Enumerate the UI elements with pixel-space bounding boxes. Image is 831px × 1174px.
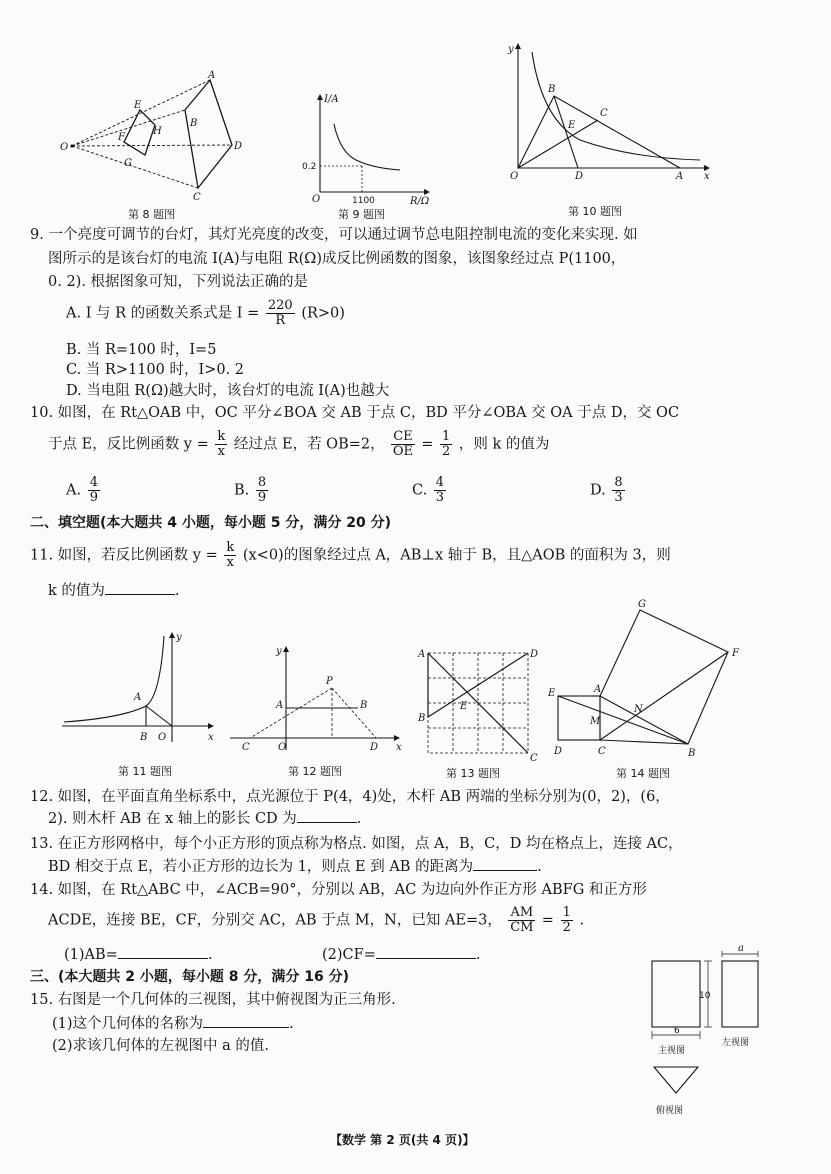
fig12-label-p: P	[326, 676, 333, 687]
q9-line1: 9. 一个亮度可调节的台灯，其灯光亮度的改变，可以通过调节总电阻控制电流的变化来实现. 如	[30, 227, 638, 243]
fig9-x-axis-label: R/Ω	[410, 196, 430, 207]
fig14-label-a: A	[594, 684, 602, 695]
q14-one-half: $\frac{1}{2}$	[562, 905, 571, 935]
q12-line2: 2). 则木杆 AB 在 x 轴上的影长 CD 为 .	[48, 808, 361, 829]
fig11-label-b: B	[140, 732, 148, 743]
q11-line2: k 的值为 .	[48, 580, 180, 601]
q15-answer-blank[interactable]	[203, 1013, 289, 1028]
q14-sub2-blank[interactable]	[376, 944, 476, 959]
fig12-label-c: C	[242, 742, 250, 753]
fig8-label-c: C	[193, 192, 201, 203]
q9-line3: 0. 2). 根据图象可知，下列说法正确的是	[48, 274, 309, 290]
q10-one-half: $\frac{1}{2}$	[442, 429, 451, 459]
fig10-x-label: x	[704, 171, 710, 182]
q14-sub1: (1)AB= .	[64, 944, 212, 965]
fig12-label-o: O	[278, 742, 287, 753]
fig12-y-label: y	[276, 646, 282, 657]
q9-option-a-condition: (R>0)	[301, 305, 345, 322]
front-view-label: 主视图	[658, 1046, 686, 1056]
fig13-label-c: C	[530, 753, 538, 764]
left-view-label: 左视图	[722, 1038, 750, 1048]
fig13-caption: 第 13 题图	[446, 767, 500, 780]
q10-line1: 10. 如图，在 Rt△OAB 中，OC 平分∠BOA 交 AB 于点 C，BD 平分∠OBA 交 OA 于点 D，交 OC	[30, 405, 680, 421]
fig9-y-tick: 0.2	[302, 162, 317, 172]
fig10-label-d: D	[575, 171, 584, 182]
fig12-label-a: A	[276, 700, 284, 711]
fig10-y-label: y	[508, 44, 514, 55]
q9-line2: 图所示的是该台灯的电流 I(A)与电阻 R(Ω)成反比例函数的图象，该图象经过点 P(1100，	[48, 251, 626, 267]
q10-ce-over-oe: $\frac{CE}{OE}$	[392, 429, 414, 459]
fig13-label-a: A	[418, 649, 426, 660]
section-2-heading: 二、填空题(本大题共 4 小题，每小题 5 分，满分 20 分)	[30, 515, 392, 531]
figure-14	[548, 598, 748, 760]
quad-efgh	[124, 110, 155, 155]
q9-option-c[interactable]: C. 当 R>1100 时，I>0. 2	[66, 362, 245, 378]
fig10-label-a: A	[676, 171, 684, 182]
q14-sub2: (2)CF= .	[322, 944, 480, 965]
fig8-caption: 第 8 题图	[128, 208, 175, 221]
q9-option-b[interactable]: B. 当 R=100 时，I=5	[66, 342, 217, 358]
fig14-label-d: D	[554, 746, 563, 757]
fig8-label-h: H	[153, 126, 162, 137]
fig10-label-e: E	[568, 120, 576, 131]
section-3-heading: 三、(本大题共 2 小题，每小题 8 分，满分 16 分)	[30, 969, 350, 985]
fig11-y-label: y	[176, 632, 182, 643]
front-view-rect	[652, 961, 700, 1027]
q13-answer-blank[interactable]	[473, 856, 537, 871]
q13-line2: BD 相交于点 E，若小正方形的边长为 1，则点 E 到 AB 的距离为 .	[48, 856, 542, 877]
fig11-caption: 第 11 题图	[118, 765, 172, 778]
left-view-rect	[722, 961, 758, 1027]
fig13-label-d: D	[530, 649, 539, 660]
fig12-caption: 第 12 题图	[288, 765, 342, 778]
fig8-label-d: D	[234, 141, 243, 152]
q10-k-over-x: $\frac{k}{x}$	[217, 429, 226, 459]
q14-line2: ACDE，连接 BE，CF，分别交 AC，AB 于点 M，N，已知 AE=3， $\frac{AM}{CM}$ = $\frac{1}{2}$ .	[48, 905, 585, 935]
fig14-label-m: M	[590, 716, 601, 727]
fig10-label-o: O	[510, 171, 519, 182]
q10-option-a[interactable]: A. $\frac{4}{9}$	[66, 475, 98, 505]
q14-sub1-blank[interactable]	[118, 944, 208, 959]
fig11-label-a: A	[134, 692, 142, 703]
fig14-caption: 第 14 题图	[616, 767, 670, 780]
fig8-label-e: E	[134, 100, 142, 111]
q9-option-d[interactable]: D. 当电阻 R(Ω)越大时，该台灯的电流 I(A)也越大	[66, 383, 390, 399]
q10-option-c[interactable]: C. $\frac{4}{3}$	[412, 475, 445, 505]
q11-k-over-x: $\frac{k}{x}$	[226, 540, 235, 570]
fig12-x-label: x	[396, 742, 402, 753]
fig12-label-b: B	[360, 700, 368, 711]
q9-option-a[interactable]	[66, 299, 345, 328]
fig9-x-tick: 1100	[352, 196, 375, 206]
q10-line2: 于点 E，反比例函数 y = $\frac{k}{x}$ 经过点 E，若 OB=2， $\frac{CE}{OE}$ = $\frac{1}{2}$ ，则 k 的值为	[48, 429, 550, 459]
q14-line1: 14. 如图，在 Rt△ABC 中，∠ACB=90°，分别以 AB，AC 为边向外作正方形 ABFG 和正方形	[30, 882, 647, 898]
fig9-origin-label: O	[312, 194, 321, 205]
quad-abcd	[185, 80, 232, 188]
fig10-caption: 第 10 题图	[568, 205, 622, 218]
dim-height-label: 10	[699, 991, 711, 1001]
fig8-label-g: G	[124, 158, 132, 169]
figure-13	[416, 645, 544, 763]
fig14-label-c: C	[598, 746, 606, 757]
dim-a-label: a	[738, 943, 744, 954]
figure-9	[300, 90, 440, 205]
fig10-label-c: C	[600, 108, 608, 119]
fig13-label-e: E	[460, 701, 468, 712]
figure-11	[62, 630, 222, 750]
q12-answer-blank[interactable]	[297, 808, 357, 823]
top-view-triangle	[654, 1067, 698, 1093]
q13-line1: 13. 在正方形网格中，每个小正方形的顶点称为格点. 如图，点 A，B，C，D 均在格点上，连接 AC，	[30, 836, 683, 852]
fig14-label-f: F	[732, 648, 739, 659]
fig10-label-b: B	[548, 84, 556, 95]
fig8-label-b: B	[190, 118, 198, 129]
fig9-y-axis-label: I/A	[324, 94, 339, 105]
fig12-label-d: D	[370, 742, 379, 753]
q10-option-b[interactable]: B. $\frac{8}{9}$	[234, 475, 267, 505]
q14-am-over-cm: $\frac{AM}{CM}$	[510, 905, 534, 935]
q9-option-a-text: A. I 与 R 的函数关系式是 I =	[66, 305, 260, 322]
top-view-label: 俯视图	[656, 1106, 684, 1116]
dim-width-label: 6	[674, 1026, 680, 1036]
fig14-label-e: E	[548, 688, 556, 699]
fig14-label-g: G	[638, 599, 646, 610]
q15-sub1: (1)这个几何体的名称为 .	[52, 1013, 294, 1034]
fig8-label-f: F	[118, 132, 125, 143]
figure-12	[226, 642, 406, 754]
q15-line1: 15. 右图是一个几何体的三视图，其中俯视图为正三角形.	[30, 992, 396, 1008]
fig8-label-o: O	[60, 142, 69, 153]
q11-answer-blank[interactable]	[105, 580, 175, 595]
fig14-label-n: N	[634, 704, 643, 715]
figure-15-three-views	[640, 945, 775, 1125]
fig14-label-b: B	[688, 748, 696, 759]
q9-option-a-fraction: $\frac{220}{R}$	[267, 298, 293, 328]
fig11-label-o: O	[158, 732, 167, 743]
fig8-label-a: A	[208, 70, 216, 81]
figure-10	[490, 40, 720, 180]
q11-line1: 11. 如图，若反比例函数 y = $\frac{k}{x}$ (x<0)的图象经过点 A，AB⊥x 轴于 B，且△AOB 的面积为 3，则	[30, 540, 671, 570]
fig13-label-b: B	[418, 713, 426, 724]
q10-option-d[interactable]: D. $\frac{8}{3}$	[590, 475, 623, 505]
fig11-x-label: x	[208, 732, 214, 743]
page-footer: 【数学 第 2 页(共 4 页)】	[330, 1133, 475, 1147]
figure-8	[60, 70, 260, 210]
q12-line1: 12. 如图，在平面直角坐标系中，点光源位于 P(4，4)处，木杆 AB 两端的坐标分别为(0，2)，(6，	[30, 789, 670, 805]
fig9-caption: 第 9 题图	[338, 208, 385, 221]
q15-sub2: (2)求该几何体的左视图中 a 的值.	[52, 1038, 270, 1054]
